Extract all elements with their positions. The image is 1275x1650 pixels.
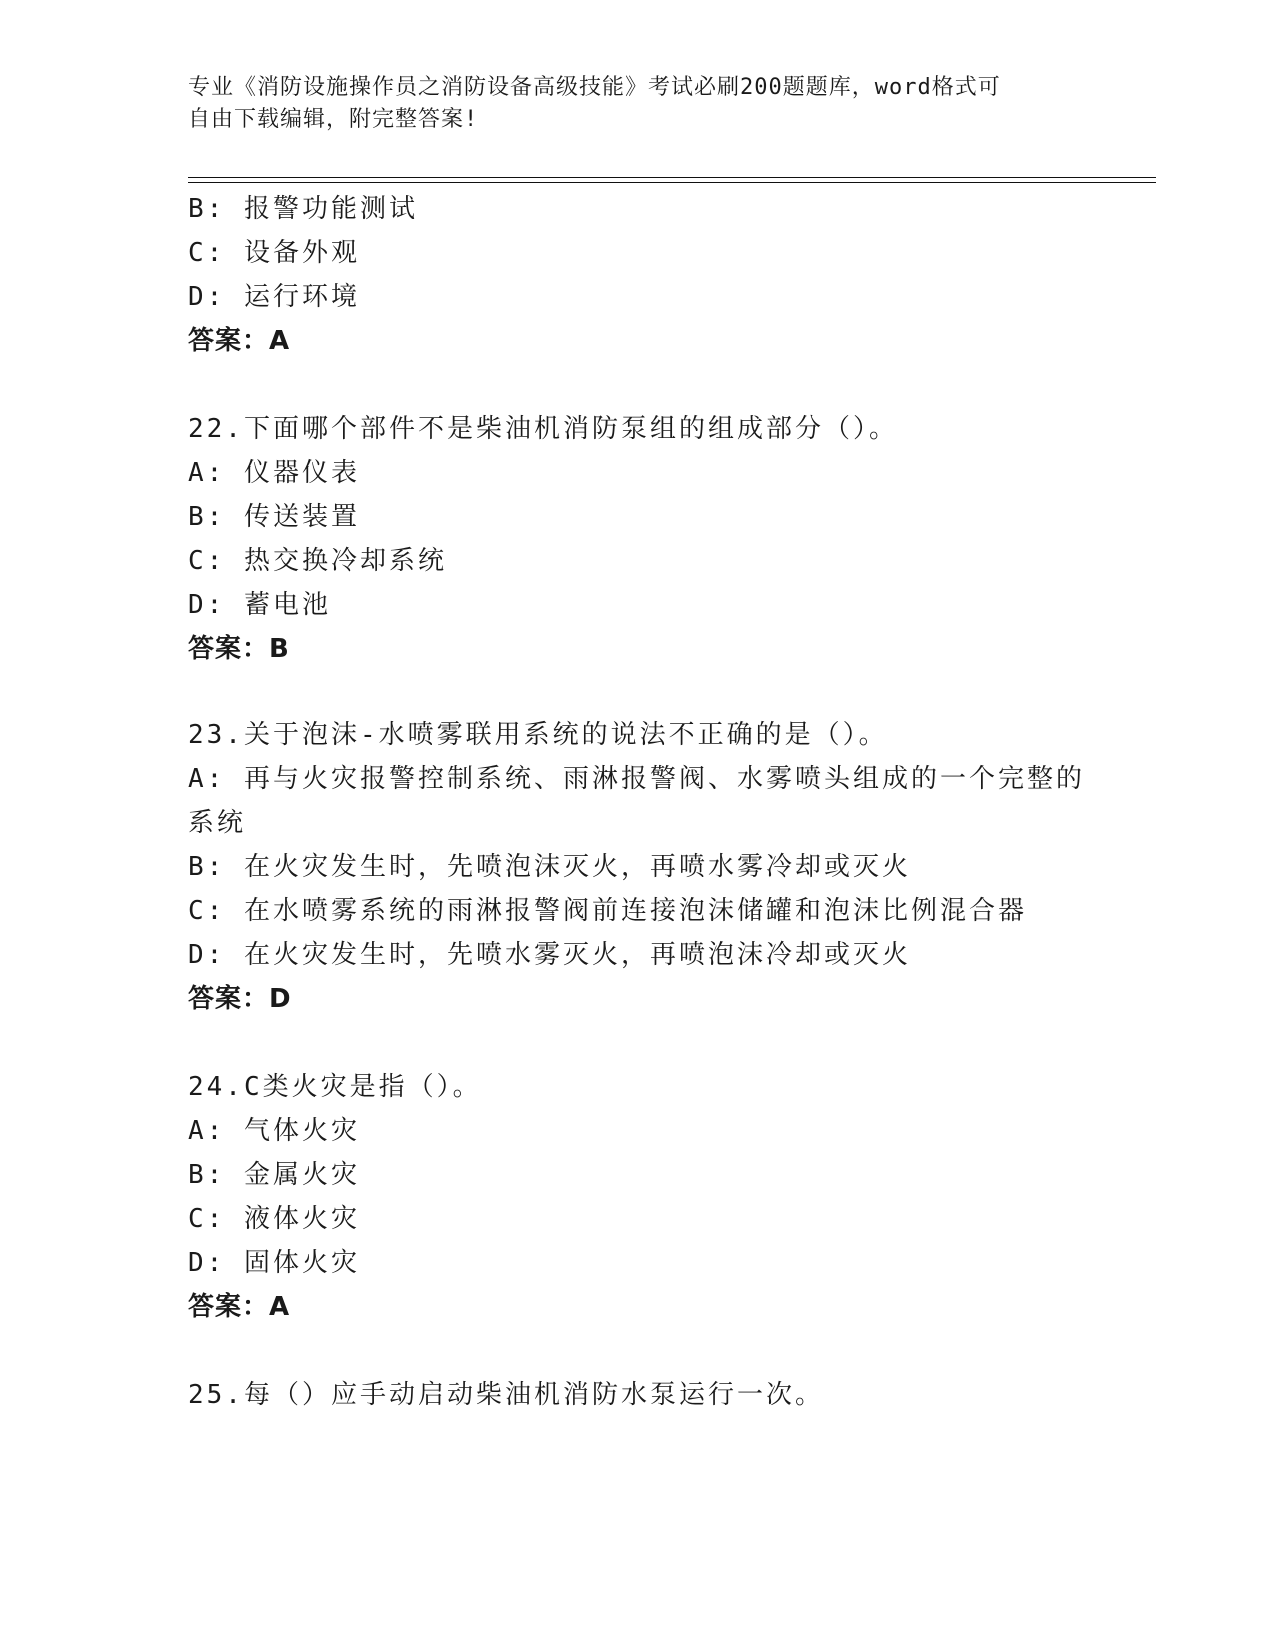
option-line: B: 金属火灾 xyxy=(188,1160,360,1190)
question-line: 23.关于泡沫-水喷雾联用系统的说法不正确的是（）。 xyxy=(188,720,888,750)
answer-line: 答案：D xyxy=(188,984,292,1014)
option-line-continued: 系统 xyxy=(188,808,247,838)
option-line: A: 仪器仪表 xyxy=(188,458,360,488)
document-header xyxy=(188,72,1088,136)
option-line: C: 热交换冷却系统 xyxy=(188,546,447,576)
option-line: D: 在火灾发生时，先喷水雾灭火，再喷泡沫冷却或灭火 xyxy=(188,940,911,970)
option-line: D: 固体火灾 xyxy=(188,1248,360,1278)
answer-line: 答案：B xyxy=(188,634,290,664)
question-line: 25.每（）应手动启动柴油机消防水泵运行一次。 xyxy=(188,1380,824,1410)
header-divider-bottom xyxy=(188,182,1156,183)
option-line: B: 在火灾发生时，先喷泡沫灭火，再喷水雾冷却或灭火 xyxy=(188,852,911,882)
answer-line: 答案：A xyxy=(188,1292,291,1322)
question-line: 24.C类火灾是指（）。 xyxy=(188,1072,482,1102)
option-line: A: 再与火灾报警控制系统、雨淋报警阀、水雾喷头组成的一个完整的 xyxy=(188,764,1085,794)
option-line: D: 蓄电池 xyxy=(188,590,331,620)
option-line: C: 在水喷雾系统的雨淋报警阀前连接泡沫储罐和泡沫比例混合器 xyxy=(188,896,1027,926)
option-line: C: 设备外观 xyxy=(188,238,360,268)
option-line: D: 运行环境 xyxy=(188,282,360,312)
option-line: B: 报警功能测试 xyxy=(188,194,418,224)
header-line-1: 专业《消防设施操作员之消防设备高级技能》考试必刷200题题库，word格式可 xyxy=(188,75,1001,100)
header-divider-top xyxy=(188,177,1156,178)
header-line-2: 自由下载编辑，附完整答案! xyxy=(188,107,479,132)
answer-line: 答案：A xyxy=(188,326,291,356)
option-line: C: 液体火灾 xyxy=(188,1204,360,1234)
option-line: A: 气体火灾 xyxy=(188,1116,360,1146)
option-line: B: 传送装置 xyxy=(188,502,360,532)
question-line: 22.下面哪个部件不是柴油机消防泵组的组成部分（）。 xyxy=(188,414,898,444)
